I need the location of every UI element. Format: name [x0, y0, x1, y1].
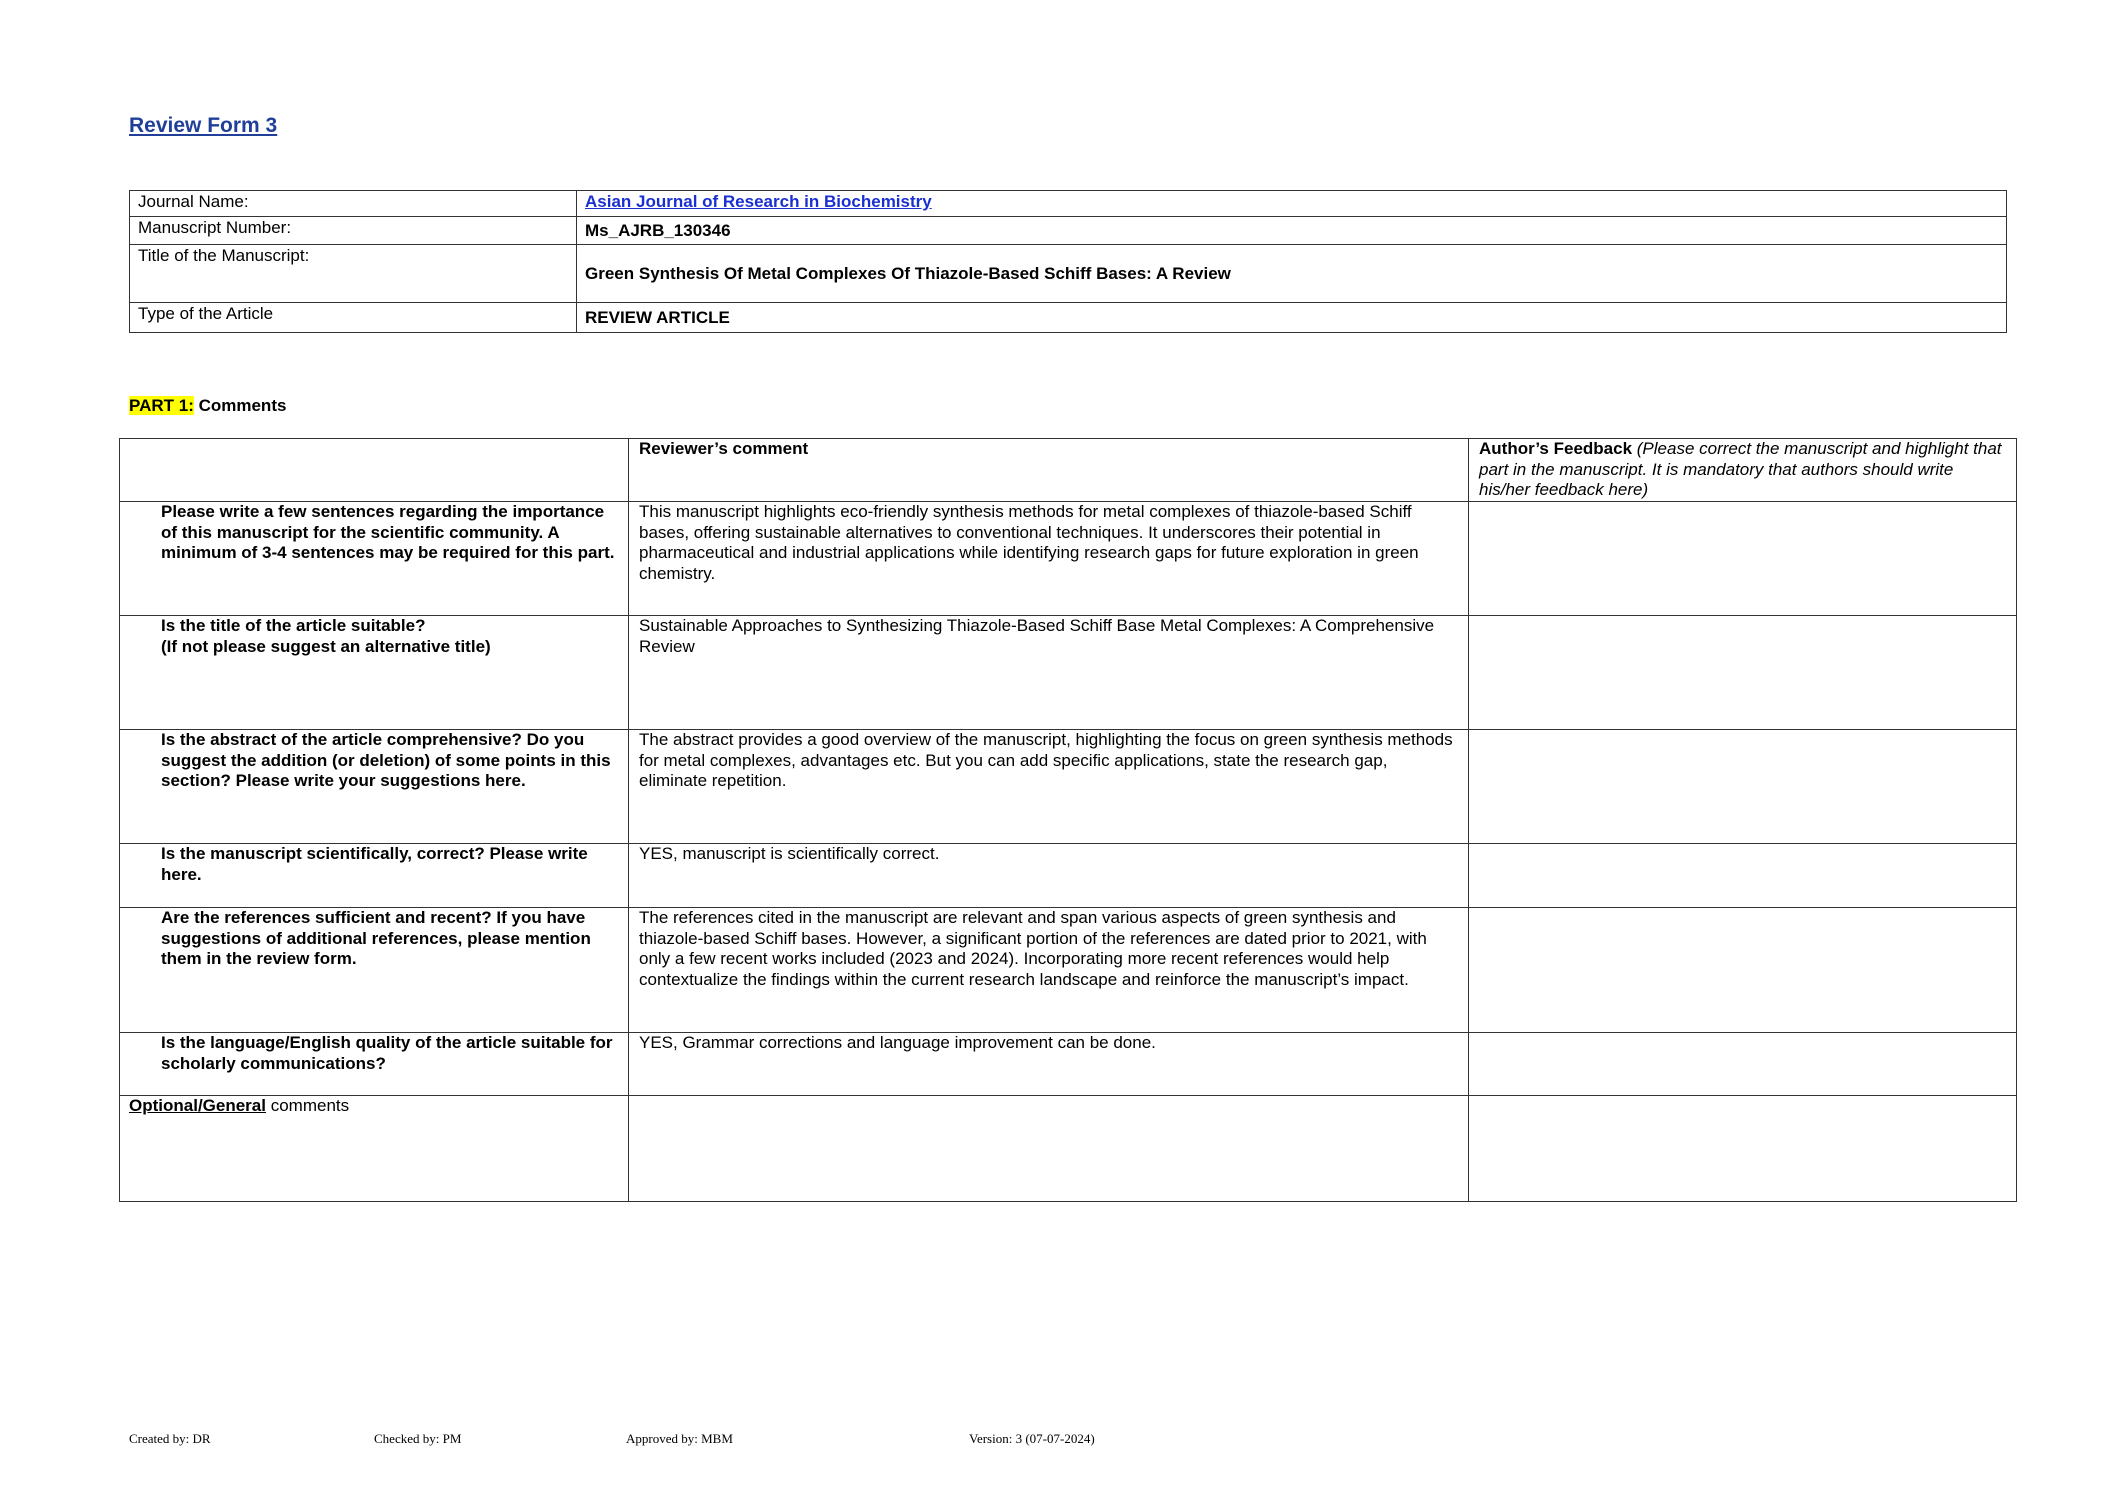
- author-feedback-cell[interactable]: [1469, 1033, 2017, 1096]
- journal-row: [130, 191, 2007, 217]
- reviewer-comment-cell: This manuscript highlights eco-friendly synthesis methods for metal complexes of thiazole-based Schiff bases, offering sustainable alternatives to conventional techniques. It underscores their potential in pharmaceutical and industrial applications while identifying research gaps for future exploration in green chemistry.: [629, 502, 1469, 616]
- table-row: [120, 908, 2017, 1033]
- table-row: [120, 502, 2017, 616]
- footer-version: Version: 3 (07-07-2024): [969, 1431, 1095, 1446]
- manuscript-number-value: Ms_AJRB_130346: [577, 217, 2007, 245]
- reviewer-comment-cell: The references cited in the manuscript are relevant and span various aspects of green synthesis and thiazole-based Schiff bases. However, a significant portion of the references are dated prior to 2021, with only a few recent works included (2023 and 2024). Incorporating more recent references would help contextualize the findings within the current research landscape and reinforce the manuscript’s impact.: [629, 908, 1469, 1033]
- author-feedback-cell[interactable]: [1469, 844, 2017, 908]
- footer-created-by: Created by: DR: [129, 1431, 211, 1446]
- author-feedback-header-bold: Author’s Feedback: [1479, 439, 1633, 458]
- manuscript-title-row: [130, 245, 2007, 303]
- question-cell: Is the abstract of the article comprehensive? Do you suggest the addition (or deletion) of some points in this section? Please write your suggestions here.: [120, 730, 629, 844]
- question-cell: Is the title of the article suitable? (If not please suggest an alternative title): [120, 616, 629, 730]
- journal-link[interactable]: Asian Journal of Research in Biochemistry: [585, 192, 932, 211]
- article-type-row: [130, 303, 2007, 333]
- table-row: [120, 730, 2017, 844]
- journal-value: [577, 191, 2007, 217]
- author-feedback-header: [1469, 439, 2017, 502]
- question-cell: Is the manuscript scientifically, correct? Please write here.: [120, 844, 629, 908]
- part-label: PART 1:: [129, 396, 194, 415]
- optional-reviewer-comment-cell: [629, 1096, 1469, 1202]
- footer-approved-by: Approved by: MBM: [626, 1431, 733, 1446]
- header-row: [120, 439, 2017, 502]
- reviewer-comment-cell: Sustainable Approaches to Synthesizing Thiazole-Based Schiff Base Metal Complexes: A Comprehensive Review: [629, 616, 1469, 730]
- author-feedback-cell[interactable]: [1469, 502, 2017, 616]
- manuscript-title-value: Green Synthesis Of Metal Complexes Of Thiazole-Based Schiff Bases: A Review: [577, 245, 2007, 303]
- optional-comments-label-rest: comments: [265, 1096, 350, 1115]
- review-comments-table: [119, 438, 2017, 1202]
- manuscript-info-table: [129, 190, 2007, 333]
- author-feedback-cell[interactable]: [1469, 616, 2017, 730]
- part-suffix: Comments: [193, 396, 287, 415]
- header-blank-cell: [120, 439, 629, 502]
- optional-comments-row: [120, 1096, 2017, 1202]
- reviewer-comment-cell: The abstract provides a good overview of the manuscript, highlighting the focus on green synthesis methods for metal complexes, advantages etc. But you can add specific applications, state the research gap, eliminate repetition.: [629, 730, 1469, 844]
- reviewer-comment-cell: YES, manuscript is scientifically correct.: [629, 844, 1469, 908]
- manuscript-number-label: Manuscript Number:: [130, 217, 577, 245]
- table-row: [120, 844, 2017, 908]
- article-type-label: Type of the Article: [130, 303, 577, 333]
- reviewer-comment-cell: YES, Grammar corrections and language improvement can be done.: [629, 1033, 1469, 1096]
- reviewer-comment-header: Reviewer’s comment: [629, 439, 1469, 502]
- question-cell: Please write a few sentences regarding the importance of this manuscript for the scientific community. A minimum of 3-4 sentences may be required for this part.: [120, 502, 629, 616]
- part-heading: [129, 396, 286, 416]
- author-feedback-cell[interactable]: [1469, 730, 2017, 844]
- article-type-value: REVIEW ARTICLE: [577, 303, 2007, 333]
- manuscript-title-label: Title of the Manuscript:: [130, 245, 577, 303]
- optional-author-feedback-cell[interactable]: [1469, 1096, 2017, 1202]
- footer-checked-by: Checked by: PM: [374, 1431, 462, 1446]
- question-cell: Are the references sufficient and recent? If you have suggestions of additional references, please mention them in the review form.: [120, 908, 629, 1033]
- form-title: Review Form 3: [129, 114, 278, 137]
- optional-comments-label-bold: Optional/General: [129, 1096, 266, 1115]
- journal-label: Journal Name:: [130, 191, 577, 217]
- table-row: [120, 616, 2017, 730]
- optional-comments-label: [120, 1096, 629, 1202]
- question-cell: Is the language/English quality of the article suitable for scholarly communications?: [120, 1033, 629, 1096]
- author-feedback-header-note: (Please correct the manuscript and highlight that part in the manuscript. It is mandatory that authors should write his/her feedback here): [1479, 439, 2002, 499]
- table-row: [120, 1033, 2017, 1096]
- author-feedback-cell[interactable]: [1469, 908, 2017, 1033]
- manuscript-number-row: [130, 217, 2007, 245]
